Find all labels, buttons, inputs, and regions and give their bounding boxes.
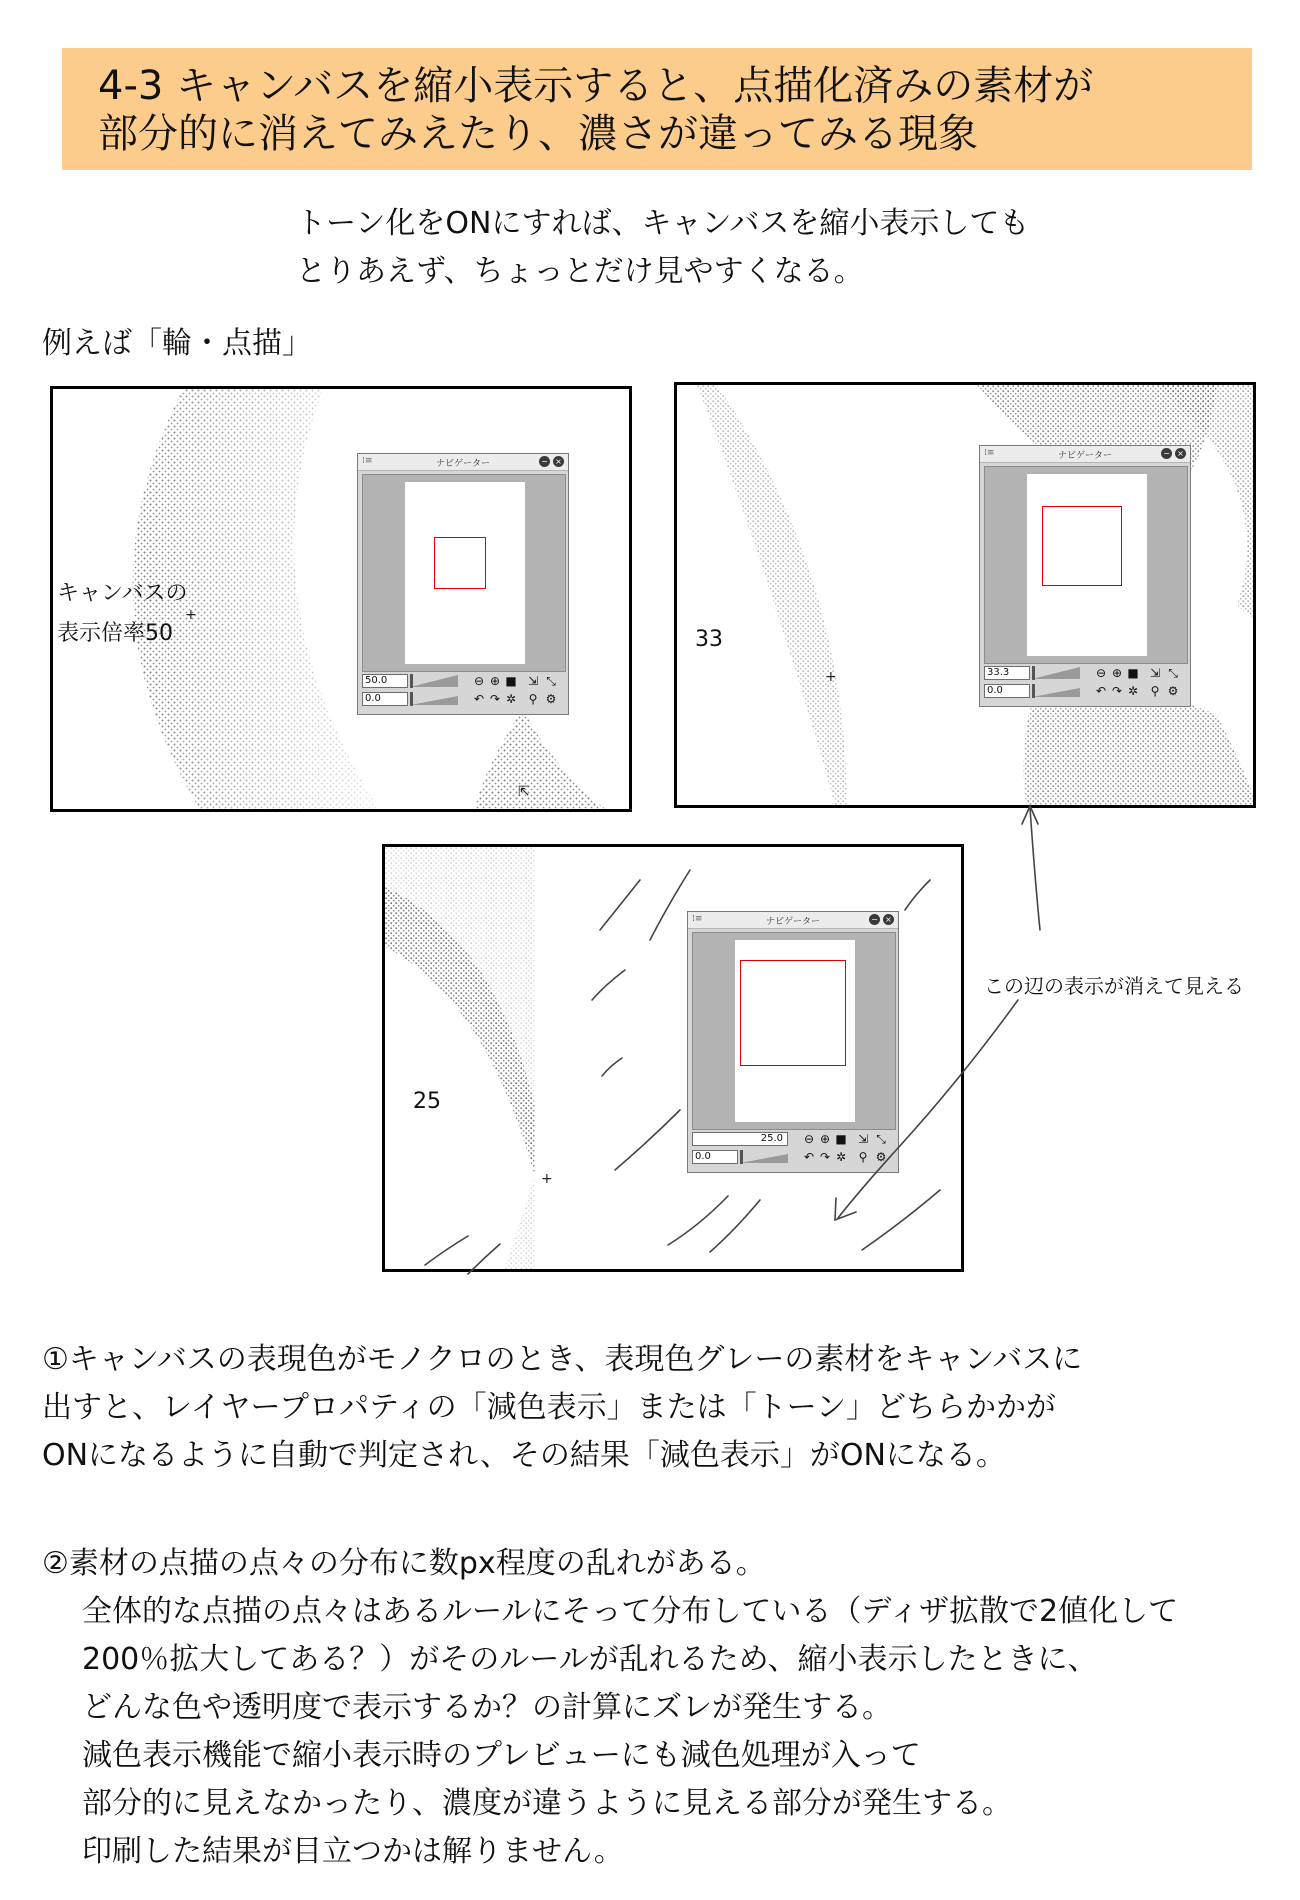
zoom-field[interactable]: 33.3 <box>984 666 1030 680</box>
minimize-icon[interactable]: − <box>869 914 880 925</box>
navigator-preview[interactable] <box>984 466 1188 664</box>
annotation-text: この辺の表示が消えて見える <box>984 974 1244 998</box>
zoom-out-icon[interactable]: ⊖ <box>473 674 485 688</box>
canvas-frame-50 <box>50 386 632 812</box>
rotate-left-icon[interactable]: ↶ <box>1095 684 1107 698</box>
grip-icon[interactable]: ⁞≡ <box>692 914 703 924</box>
grip-icon[interactable]: ⁞≡ <box>984 448 995 458</box>
title-banner <box>62 48 1252 170</box>
rotation-slider[interactable] <box>740 1150 788 1164</box>
minimize-icon[interactable]: − <box>539 456 550 467</box>
flip-v-icon[interactable]: ⤡ <box>876 1132 886 1146</box>
zoom-in-icon[interactable]: ⊕ <box>819 1132 831 1146</box>
title-line-1: 4-3 キャンバスを縮小表示すると、点描化済みの素材が <box>98 63 1094 109</box>
rotate-right-icon[interactable]: ↷ <box>1111 684 1123 698</box>
navigator-title: ナビゲーター <box>1057 451 1112 461</box>
reset-rotation-icon[interactable]: ✲ <box>1127 684 1139 698</box>
settings-icon[interactable]: ⚙ <box>545 692 557 706</box>
rotate-right-icon[interactable]: ↷ <box>819 1150 831 1164</box>
navigator-panel[interactable] <box>979 445 1191 707</box>
close-icon[interactable]: × <box>553 456 564 467</box>
zoom-slider[interactable] <box>410 674 458 688</box>
navigator-title: ナビゲーター <box>765 917 820 927</box>
zoom-label-25: 25 <box>413 1089 441 1114</box>
zoom-in-icon[interactable]: ⊕ <box>1111 666 1123 680</box>
view-rectangle[interactable] <box>1042 506 1122 586</box>
minimize-icon[interactable]: − <box>1161 448 1172 459</box>
navigator-title: ナビゲーター <box>435 459 490 469</box>
flip-v-icon[interactable]: ⤡ <box>1168 666 1178 680</box>
arrow-up <box>1030 808 1040 930</box>
rotation-field[interactable]: 0.0 <box>984 684 1030 698</box>
rotation-field[interactable]: 0.0 <box>692 1150 738 1164</box>
zoom-out-icon[interactable]: ⊖ <box>803 1132 815 1146</box>
settings-icon[interactable]: ⚙ <box>875 1150 887 1164</box>
rotate-right-icon[interactable]: ↷ <box>489 692 501 706</box>
navigator-panel[interactable] <box>357 453 569 715</box>
arrowhead-up-icon <box>1022 806 1038 824</box>
grip-icon[interactable]: ⁞≡ <box>362 456 373 466</box>
navigator-panel[interactable] <box>687 911 899 1173</box>
view-rectangle[interactable] <box>434 537 486 589</box>
zoom-label-33: 33 <box>695 627 723 652</box>
zoom-out-icon[interactable]: ⊖ <box>1095 666 1107 680</box>
crosshair-icon: + <box>825 669 837 685</box>
reset-rotation-icon[interactable]: ✲ <box>505 692 517 706</box>
example-label: 例えば「輪・点描」 <box>42 326 312 361</box>
navigator-controls <box>692 1130 894 1168</box>
cursor-icon: ⇱ <box>518 784 530 800</box>
flip-h-icon[interactable]: ⇲ <box>527 674 539 688</box>
rotation-slider[interactable] <box>410 692 458 706</box>
intro-text <box>296 200 1029 296</box>
rotate-left-icon[interactable]: ↶ <box>803 1150 815 1164</box>
rotation-field[interactable]: 0.0 <box>362 692 408 706</box>
navigator-controls <box>984 664 1186 702</box>
zoom-slider[interactable] <box>1032 666 1080 680</box>
crosshair-icon: + <box>541 1171 553 1187</box>
flip-h-icon[interactable]: ⇲ <box>857 1132 869 1146</box>
zoom-label-50: キャンバスの 表示倍率50 <box>57 581 188 646</box>
navigator-controls <box>362 672 564 710</box>
canvas-frame-33 <box>674 382 1256 808</box>
point-1: ①キャンバスの表現色がモノクロのとき、表現色グレーの素材をキャンバスに 出すと、レイヤープロパティの「減色表示」または「トーン」どちらかかが ONになるように自動で判定され、その結果「減色表示」がONになる。 <box>42 1342 1083 1473</box>
title-line-2: 部分的に消えてみえたり、濃さが違ってみる現象 <box>98 111 978 157</box>
close-icon[interactable]: × <box>1175 448 1186 459</box>
zoom-in-icon[interactable]: ⊕ <box>489 674 501 688</box>
reset-rotation-icon[interactable]: ✲ <box>835 1150 847 1164</box>
zoom-field[interactable]: 50.0 <box>362 674 408 688</box>
rotation-slider[interactable] <box>1032 684 1080 698</box>
navigator-titlebar[interactable] <box>980 446 1190 463</box>
fit-icon[interactable]: ■ <box>505 674 517 688</box>
point-2: ②素材の点描の点々の分布に数px程度の乱れがある。 全体的な点描の点々はあるルールにそって分布している（ディザ拡散で2値化して 200％拡大してある？）がそのルールが乱れるため、縮小表示したときに、 どんな色や透明度で表示するか？の計算にズレが発生する。 減色表示機能で縮小表示時のプレビューにも減色処理が入って 部分的に見えなかったり、濃度が違うように見える部分が発生する。 印刷した結果が目立つかは解りません。 <box>42 1546 1179 1869</box>
canvas-frame-25 <box>382 844 964 1272</box>
mirror-icon[interactable]: ⚲ <box>1150 684 1160 698</box>
rotate-left-icon[interactable]: ↶ <box>473 692 485 706</box>
settings-icon[interactable]: ⚙ <box>1167 684 1179 698</box>
flip-h-icon[interactable]: ⇲ <box>1149 666 1161 680</box>
fit-icon[interactable]: ■ <box>835 1132 847 1146</box>
flip-v-icon[interactable]: ⤡ <box>546 674 556 688</box>
navigator-preview[interactable] <box>692 932 896 1130</box>
navigator-preview[interactable] <box>362 474 566 672</box>
mirror-icon[interactable]: ⚲ <box>858 1150 868 1164</box>
zoom-field[interactable]: 25.0 <box>692 1132 788 1146</box>
intro-line-2: とりあえず、ちょっとだけ見やすくなる。 <box>296 254 864 289</box>
navigator-titlebar[interactable] <box>358 454 568 471</box>
crosshair-icon: + <box>185 607 197 623</box>
view-rectangle[interactable] <box>740 960 846 1066</box>
fit-icon[interactable]: ■ <box>1127 666 1139 680</box>
mirror-icon[interactable]: ⚲ <box>528 692 538 706</box>
close-icon[interactable]: × <box>883 914 894 925</box>
intro-line-1: トーン化をONにすれば、キャンバスを縮小表示しても <box>296 206 1030 241</box>
navigator-titlebar[interactable] <box>688 912 898 929</box>
